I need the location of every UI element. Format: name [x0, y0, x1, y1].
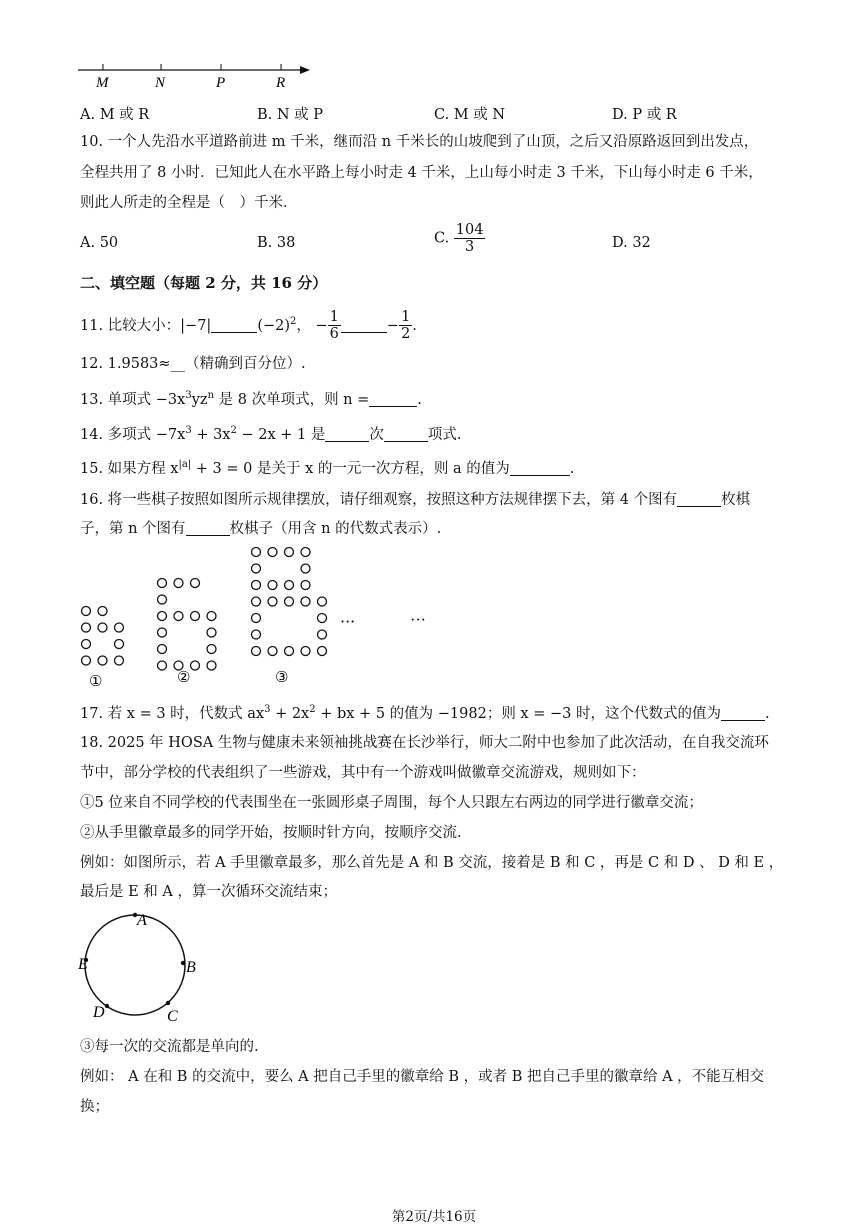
- q14-blank-2: [384, 427, 428, 442]
- q11-prefix: 11. 比较大小：: [80, 317, 181, 334]
- q15-prefix: 15. 如果方程 x: [80, 460, 179, 477]
- circle-label-e: E: [78, 956, 88, 973]
- q10-line-1: 10. 一个人先沿水平道路前进 m 千米，继而沿 n 千米长的山坡爬到了山顶，之后又沿原路返回到出发点，: [80, 134, 759, 150]
- chess-piece: [98, 607, 107, 616]
- chess-piece: [285, 647, 294, 656]
- chess-piece: [268, 548, 277, 557]
- q13-suffix: 是 8 次单项式，则 n =: [214, 391, 370, 408]
- q17-mid-2: + bx + 5 的值为 −1982；则 x = −3 时，这个代数式的值为: [315, 705, 721, 722]
- q17: [80, 700, 770, 724]
- q14-exp-2: 2: [230, 425, 237, 436]
- q10-option-c-prefix: C.: [434, 230, 450, 247]
- section-heading: 二、填空题（每题 2 分，共 16 分）: [80, 274, 328, 292]
- q14-word-degree: 次: [369, 426, 384, 443]
- q14-prefix: 14. 多项式 −7x: [80, 426, 186, 443]
- chess-piece: [174, 661, 183, 670]
- chess-piece: [207, 612, 216, 621]
- chess-piece: [82, 640, 91, 649]
- circle-label-a: A: [137, 912, 147, 929]
- q11-pow-exp: 2: [290, 316, 297, 327]
- q16-blank-1: [677, 492, 721, 507]
- chess-piece: [174, 579, 183, 588]
- q11-neg-1: −: [315, 317, 328, 334]
- chess-piece: [268, 647, 277, 656]
- q14-blank-1: [325, 427, 369, 442]
- chess-piece: [158, 628, 167, 637]
- chess-piece: [252, 630, 261, 639]
- q9-option-c: C. M 或 N: [434, 107, 506, 123]
- q15-suffix: + 3 = 0 是关于 x 的一元一次方程，则 a 的值为: [191, 460, 510, 477]
- chess-piece: [158, 645, 167, 654]
- fraction-denominator: 3: [465, 239, 475, 255]
- chess-piece: [318, 597, 327, 606]
- q18-rule-1: ①5 位来自不同学校的代表围坐在一张圆形桌子周围，每个人只跟左右两边的同学进行徽章交流；: [80, 795, 703, 811]
- q17-exp-1: 3: [264, 704, 271, 715]
- q18-example-4: 换；: [80, 1099, 109, 1115]
- q11: [80, 302, 417, 346]
- q16-text-1: 16. 将一些棋子按照如图所示规律摆放，请仔细观察，按照这种方法规律摆下去，第 4 个图有: [80, 492, 678, 508]
- chess-piece: [252, 564, 261, 573]
- chess-piece: [318, 614, 327, 623]
- q9-option-d: D. P 或 R: [612, 107, 677, 123]
- numberline-label-p: P: [216, 75, 226, 91]
- chess-piece: [207, 661, 216, 670]
- circle-label-c: C: [167, 1008, 178, 1025]
- chess-piece: [268, 581, 277, 590]
- q14-exp-1: 3: [185, 425, 192, 436]
- fraction-denominator: 6: [329, 326, 339, 343]
- q16-text-2: 枚棋: [721, 492, 751, 508]
- q10-option-c-fraction: [454, 222, 486, 255]
- chess-piece: [301, 548, 310, 557]
- chess-piece: [207, 645, 216, 654]
- q11-blank-1: [211, 318, 257, 333]
- q13-exp-1: 3: [185, 390, 192, 401]
- q18-example-3: 例如： A 在和 B 的交流中，要么 A 把自己手里的徽章给 B ，或者 B 把自己手里的徽章给 A ，不能互相交: [80, 1069, 765, 1085]
- page-footer: 第2页/共16页: [391, 1209, 477, 1225]
- chess-piece: [207, 628, 216, 637]
- q11-end: .: [412, 317, 417, 334]
- q16-text-3: 子，第 n 个图有: [80, 521, 186, 537]
- q11-abs: |−7|: [180, 317, 212, 334]
- q17-end: .: [764, 705, 770, 722]
- chess-piece: [82, 623, 91, 632]
- chess-piece: [285, 581, 294, 590]
- q14-mid-1: + 3x: [191, 426, 231, 443]
- chess-piece: [158, 661, 167, 670]
- q12: 12. 1.9583≈__（精确到百分位）.: [80, 356, 306, 372]
- pattern-ellipsis: ···: [410, 612, 426, 629]
- q13-prefix: 13. 单项式 −3x: [80, 391, 186, 408]
- chess-piece: [158, 612, 167, 621]
- q16-line-1: [80, 490, 750, 510]
- q11-fraction-2: [399, 309, 412, 342]
- q17-mid-1: + 2x: [270, 705, 310, 722]
- q17-prefix: 17. 若 x = 3 时，代数式 ax: [80, 705, 265, 722]
- chess-piece: [252, 597, 261, 606]
- fraction-numerator: 104: [455, 222, 484, 238]
- pattern-label-2: ②: [177, 670, 191, 686]
- numberline-label-r: R: [276, 75, 286, 91]
- q18-example-2: 最后是 E 和 A ，算一次循环交流结束；: [80, 884, 337, 900]
- q16-line-2: [80, 519, 441, 539]
- chess-piece: [158, 579, 167, 588]
- q18-rule-2: ②从手里徽章最多的同学开始，按顺时针方向，按顺序交流．: [80, 825, 472, 841]
- chess-piece: [115, 623, 124, 632]
- chess-piece: [301, 647, 310, 656]
- q11-fraction-1: [328, 309, 341, 342]
- q18-example-1: 例如：如图所示，若 A 手里徽章最多，那么首先是 A 和 B 交流，接着是 B 和 C ，再是 C 和 D 、 D 和 E ，: [80, 855, 784, 871]
- circle-label-d: D: [93, 1004, 105, 1021]
- q16-text-4: 枚棋子（用含 n 的代数式表示）.: [229, 521, 442, 537]
- q18-rule-3: ③每一次的交流都是单向的.: [80, 1039, 259, 1055]
- q10-line-2: 全程共用了 8 小时．已知此人在水平路上每小时走 4 千米，上山每小时走 3 千米，下山每小时走 6 千米，: [80, 165, 763, 181]
- chess-piece: [301, 564, 310, 573]
- q14-mid-2: − 2x + 1 是: [236, 426, 326, 443]
- circle-label-b: B: [186, 959, 196, 976]
- q13-exp-2: n: [207, 390, 215, 401]
- q13-blank: [369, 392, 417, 407]
- q11-pow-base: (−2): [257, 317, 291, 334]
- circle-table-figure: [70, 905, 220, 1035]
- number-line: [70, 58, 320, 98]
- q15: [80, 455, 574, 479]
- q11-sep: ，: [296, 317, 311, 334]
- point-c: [166, 1001, 170, 1005]
- chess-piece: [98, 623, 107, 632]
- pattern-label-1: ①: [89, 674, 103, 690]
- chess-piece: [268, 597, 277, 606]
- chess-piece: [115, 656, 124, 665]
- numberline-label-m: M: [96, 75, 109, 91]
- chess-piece: [318, 630, 327, 639]
- q14-end: 项式.: [427, 426, 462, 443]
- q15-exp: |a|: [178, 459, 192, 470]
- round-table: [85, 915, 185, 1015]
- q18-line-2: 节中，部分学校的代表组织了一些游戏，其中有一个游戏叫做徽章交流游戏，规则如下：: [80, 765, 646, 781]
- fraction-numerator: 1: [329, 309, 339, 326]
- fraction-numerator: 1: [401, 309, 411, 326]
- chess-piece: [285, 597, 294, 606]
- chess-piece: [191, 661, 200, 670]
- q14: [80, 421, 461, 445]
- q13: [80, 386, 422, 410]
- point-b: [181, 961, 185, 965]
- chess-piece: [252, 548, 261, 557]
- pattern-label-3: ③: [275, 670, 289, 686]
- chess-piece: [285, 548, 294, 557]
- q13-end: .: [417, 391, 422, 408]
- chess-piece: [158, 595, 167, 604]
- q10-option-c: [434, 222, 485, 255]
- chess-piece: [252, 614, 261, 623]
- q18-line-1: 18. 2025 年 HOSA 生物与健康未来领袖挑战赛在长沙举行，师大二附中也参加了此次活动，在自我交流环: [80, 735, 769, 751]
- chess-piece: [82, 607, 91, 616]
- chess-piece: [318, 647, 327, 656]
- q10-option-a: A. 50: [80, 235, 119, 251]
- q15-end: .: [569, 460, 575, 477]
- chess-piece: [98, 656, 107, 665]
- chess-piece: [191, 579, 200, 588]
- q10-option-d: D. 32: [612, 235, 651, 251]
- q9-option-a: A. M 或 R: [80, 107, 150, 123]
- q17-blank: [721, 706, 765, 721]
- chess-piece: [301, 597, 310, 606]
- chess-piece: [252, 647, 261, 656]
- q17-exp-2: 2: [309, 704, 316, 715]
- chess-piece: [115, 640, 124, 649]
- q11-neg-2: −: [386, 317, 400, 334]
- q11-blank-2: [341, 318, 387, 333]
- chess-piece: [174, 612, 183, 621]
- q10-line-3: 则此人所走的全程是（ ）千米．: [80, 195, 298, 211]
- chess-piece: [252, 581, 261, 590]
- chess-piece: [301, 581, 310, 590]
- q10-option-b: B. 38: [257, 235, 296, 251]
- q13-mid: yz: [191, 391, 208, 408]
- chess-piece: [82, 656, 91, 665]
- chess-pattern-figure: [70, 540, 426, 690]
- pattern-ellipsis-text: ···: [340, 612, 356, 631]
- chess-piece: [191, 612, 200, 621]
- numberline-label-n: N: [155, 75, 166, 91]
- point-d: [105, 1004, 109, 1008]
- fraction-denominator: 2: [401, 326, 411, 343]
- q15-blank: [510, 461, 570, 476]
- q16-blank-2: [186, 521, 230, 536]
- q9-option-b: B. N 或 P: [257, 107, 324, 123]
